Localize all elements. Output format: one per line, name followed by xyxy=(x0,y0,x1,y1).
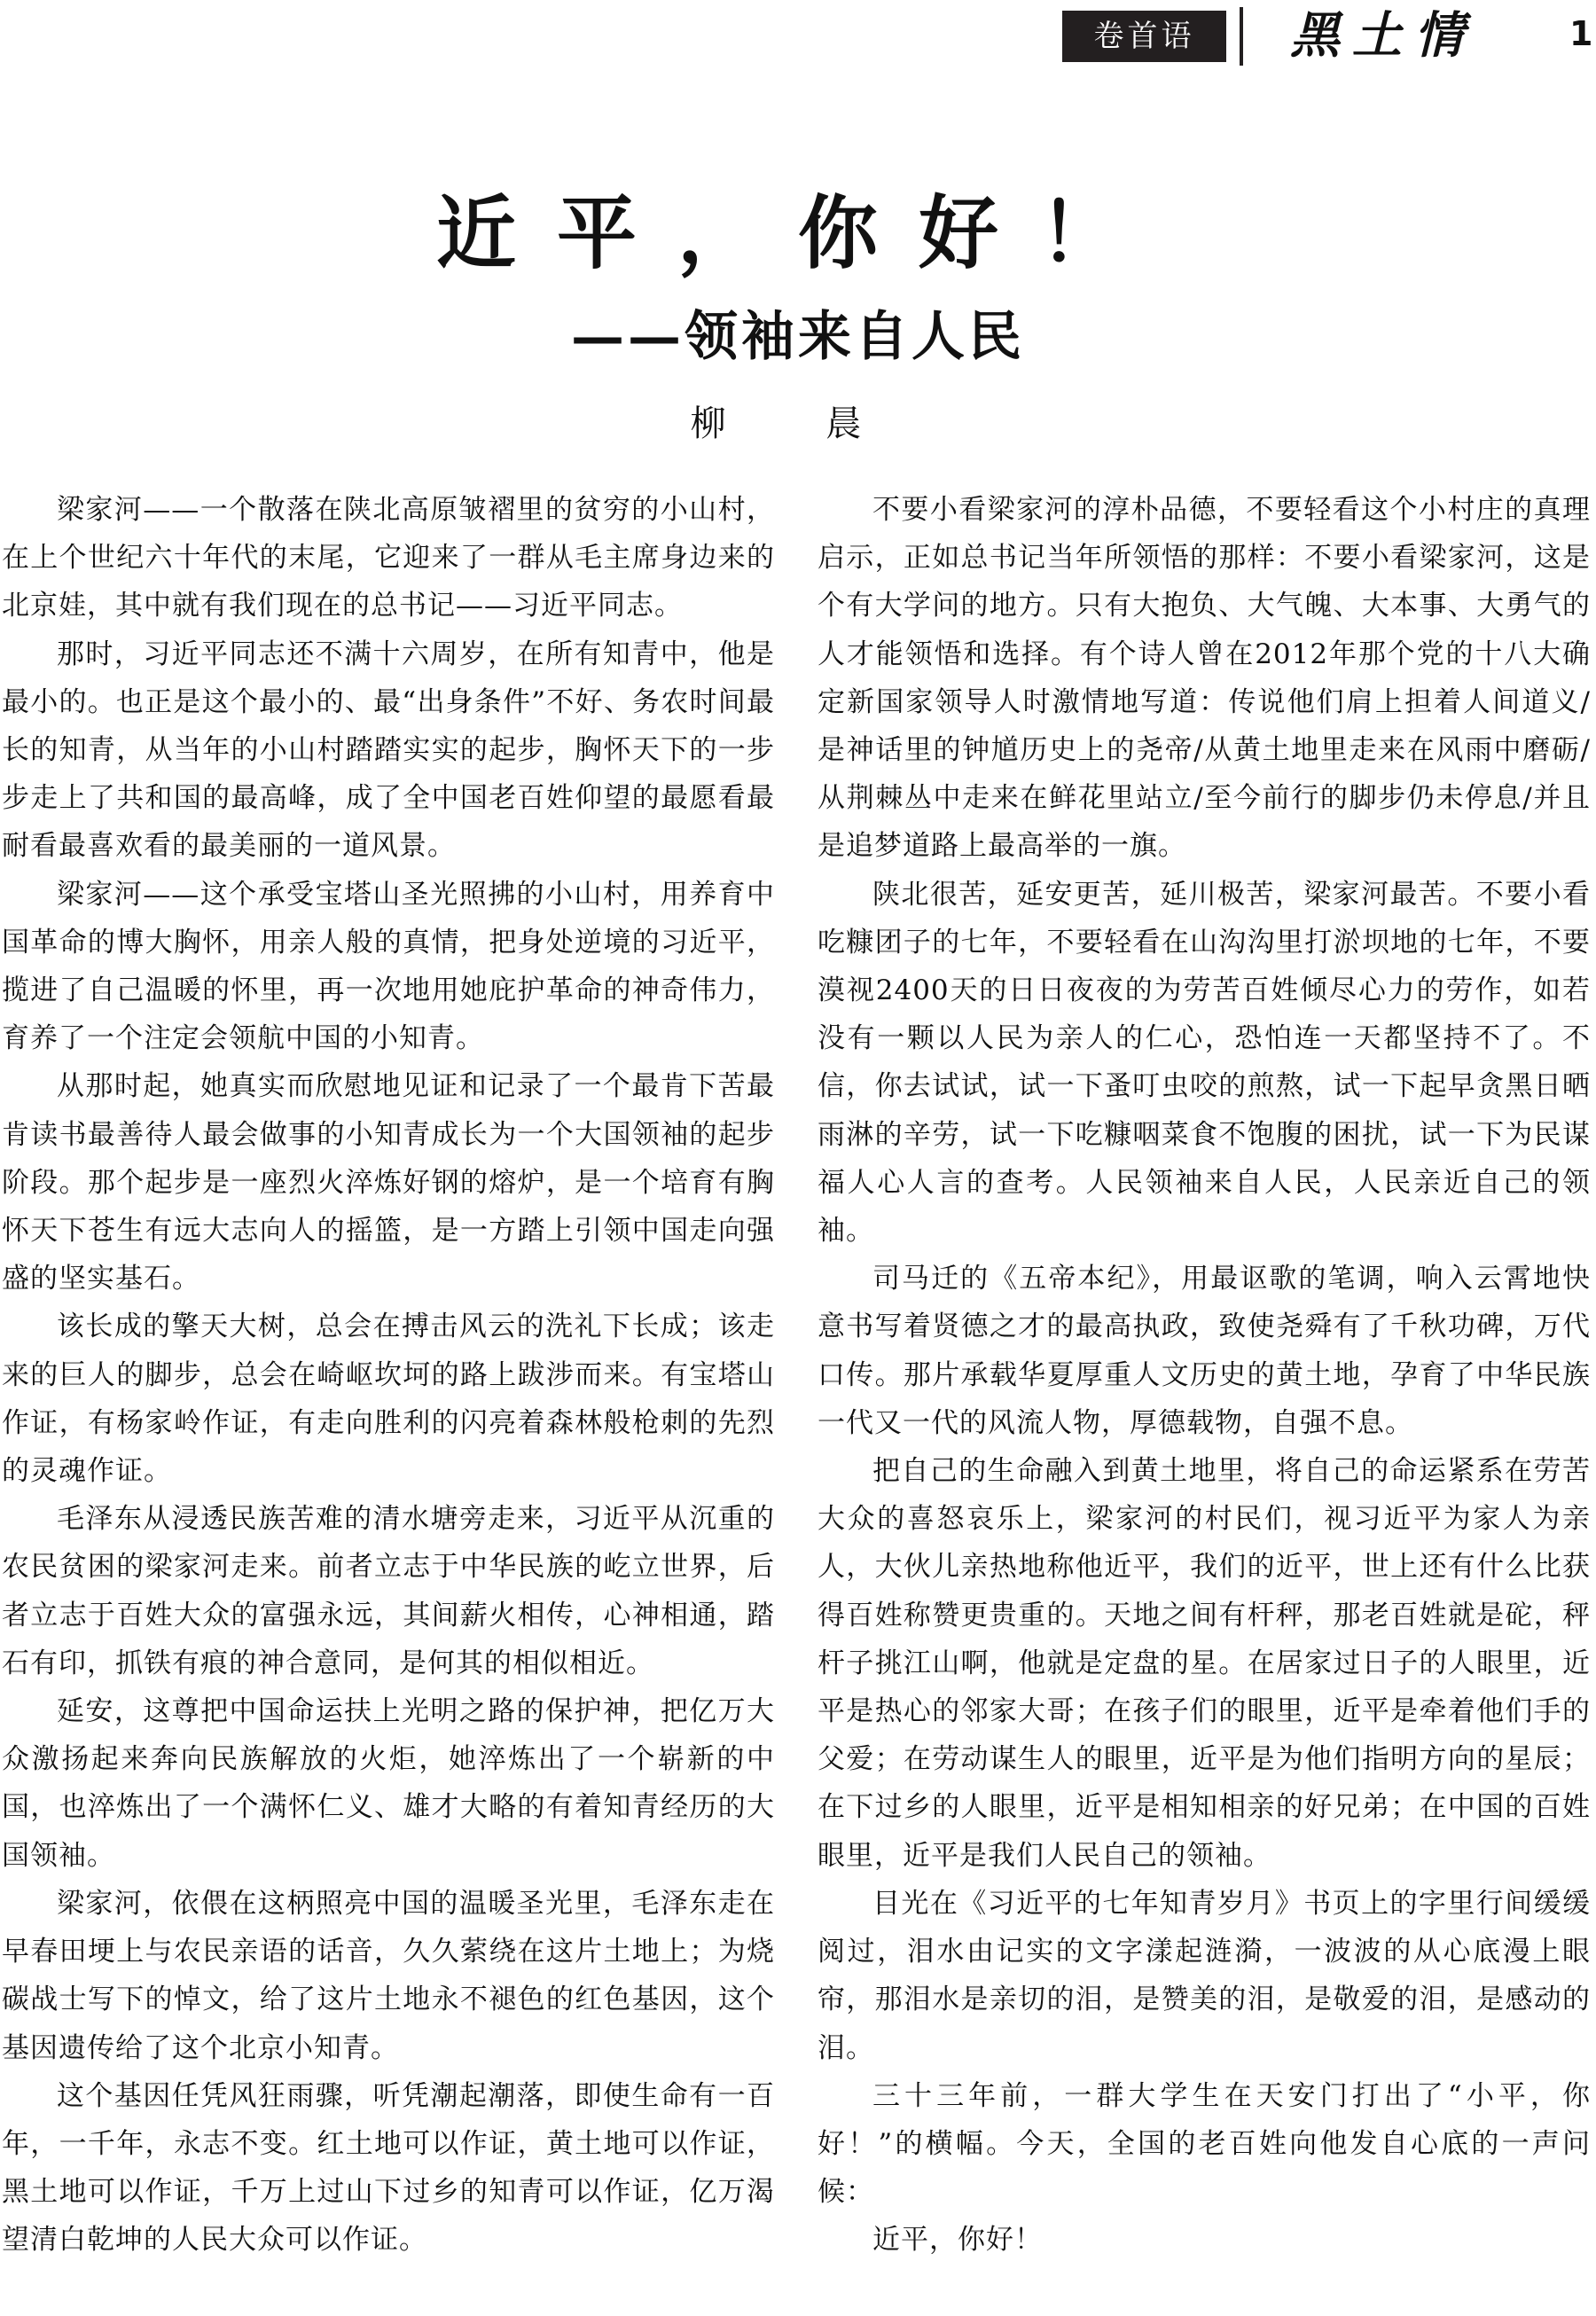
magazine-brand: 黑土情 xyxy=(1290,6,1476,65)
paragraph: 不要小看梁家河的淳朴品德，不要轻看这个小村庄的真理启示，正如总书记当年所领悟的那样：不要小看梁家河，这是个有大学问的地方。只有大抱负、大气魄、大本事、大勇气的人才能领悟和选择。有个诗人曾在2012年那个党的十八大确定新国家领导人时激情地写道：传说他们肩上担着人间道义/是神话里的钟馗历史上的尧帝/从黄土地里走来在风雨中磨砺/从荆棘丛中走来在鲜花里站立/至今前行的脚步仍未停息/并且是追梦道路上最高举的一旗。 xyxy=(818,494,1591,863)
right-column xyxy=(818,486,1591,2265)
paragraph: 梁家河，依偎在这柄照亮中国的温暖圣光里，毛泽东走在早春田埂上与农民亲语的话音，久久萦绕在这片土地上；为烧碳战士写下的悼文，给了这片土地永不褪色的红色基因，这个基因遗传给了这个北京小知青。 xyxy=(2,1887,775,2064)
article-title: 近平，你好！ xyxy=(436,186,1160,280)
paragraph: 延安，这尊把中国命运扶上光明之路的保护神，把亿万大众激扬起来奔向民族解放的火炬，她淬炼出了一个崭新的中国，也淬炼出了一个满怀仁义、雄才大略的有着知青经历的大国领袖。 xyxy=(2,1695,775,1872)
paragraph: 梁家河——这个承受宝塔山圣光照拂的小山村，用养育中国革命的博大胸怀，用亲人般的真情，把身处逆境的习近平，揽进了自己温暖的怀里，再一次地用她庇护革命的神奇伟力，育养了一个注定会领航中国的小知青。 xyxy=(2,878,775,1055)
page-number: 1 xyxy=(1569,14,1593,53)
paragraph: 那时，习近平同志还不满十六周岁，在所有知青中，他是最小的。也正是这个最小的、最“出身条件”不好、务农时间最长的知青，从当年的小山村踏踏实实的起步，胸怀天下的一步步走上了共和国的最高峰，成了全中国老百姓仰望的最愿看最耐看最喜欢看的最美丽的一道风景。 xyxy=(2,638,775,863)
article-subtitle: ——领袖来自人民 xyxy=(571,306,1025,368)
left-column xyxy=(2,486,775,2265)
paragraph: 这个基因任凭风狂雨骤，听凭潮起潮落，即使生命有一百年，一千年，永志不变。红土地可以作证，黄土地可以作证，黑土地可以作证，千万上过山下过乡的知青可以作证，亿万渴望清白乾坤的人民大众可以作证。 xyxy=(2,2079,775,2257)
paragraph: 把自己的生命融入到黄土地里，将自己的命运紧系在劳苦大众的喜怒哀乐上，梁家河的村民们，视习近平为家人为亲人，大伙儿亲热地称他近平，我们的近平，世上还有什么比获得百姓称赞更贵重的。天地之间有杆秤，那老百姓就是砣，秤杆子挑江山啊，他就是定盘的星。在居家过日子的人眼里，近平是热心的邻家大哥；在孩子们的眼里，近平是牵着他们手的父爱；在劳动谋生人的眼里，近平是为他们指明方向的星辰；在下过乡的人眼里，近平是相知相亲的好兄弟；在中国的百姓眼里，近平是我们人民自己的领袖。 xyxy=(818,1455,1591,1872)
paragraph: 该长成的擎天大树，总会在搏击风云的洗礼下长成；该走来的巨人的脚步，总会在崎岖坎坷的路上跋涉而来。有宝塔山作证，有杨家岭作证，有走向胜利的闪亮着森林般枪刺的先烈的灵魂作证。 xyxy=(2,1311,775,1488)
paragraph: 毛泽东从浸透民族苦难的清水塘旁走来，习近平从沉重的农民贫困的梁家河走来。前者立志于中华民族的屹立世界，后者立志于百姓大众的富强永远，其间薪火相传，心神相通，踏石有印，抓铁有痕的神合意同，是何其的相似相近。 xyxy=(2,1503,775,1679)
paragraph: 司马迁的《五帝本纪》，用最讴歌的笔调，响入云霄地快意书写着贤德之才的最高执政，致使尧舜有了千秋功碑，万代口传。那片承载华夏厚重人文历史的黄土地，孕育了中华民族一代又一代的风流人物，厚德载物，自强不息。 xyxy=(818,1263,1591,1439)
section-tag: 卷首语 xyxy=(1062,11,1226,62)
paragraph: 三十三年前，一群大学生在天安门打出了“小平，你好！”的横幅。今天，全国的老百姓向他发自心底的一声问候： xyxy=(818,2079,1591,2209)
paragraph: 梁家河——一个散落在陕北高原皱褶里的贫穷的小山村，在上个世纪六十年代的末尾，它迎来了一群从毛主席身边来的北京娃，其中就有我们现在的总书记——习近平同志。 xyxy=(2,494,775,622)
paragraph: 陕北很苦，延安更苦，延川极苦，梁家河最苦。不要小看吃糠团子的七年，不要轻看在山沟沟里打淤坝地的七年，不要漠视2400天的日日夜夜的为劳苦百姓倾尽心力的劳作，如若没有一颗以人民为亲人的仁心，恐怕连一天都坚持不了。不信，你去试试，试一下蚤叮虫咬的煎熬，试一下起早贪黑日晒雨淋的辛劳，试一下吃糠咽菜食不饱腹的困扰，试一下为民谋福人心人言的查考。人民领袖来自人民，人民亲近自己的领袖。 xyxy=(818,878,1591,1248)
article-author: 柳 晨 xyxy=(690,403,906,444)
paragraph: 近平，你好！ xyxy=(872,2224,1043,2257)
paragraph: 从那时起，她真实而欣慰地见证和记录了一个最肯下苦最肯读书最善待人最会做事的小知青成长为一个大国领袖的起步阶段。那个起步是一座烈火淬炼好钢的熔炉，是一个培育有胸怀天下苍生有远大志向人的摇篮，是一方踏上引领中国走向强盛的坚实基石。 xyxy=(2,1070,775,1295)
paragraph: 目光在《习近平的七年知青岁月》书页上的字里行间缓缓阅过，泪水由记实的文字漾起涟漪，一波波的从心底漫上眼帘，那泪水是亲切的泪，是赞美的泪，是敬爱的泪，是感动的泪。 xyxy=(818,1887,1591,2064)
header-divider xyxy=(1240,7,1243,66)
